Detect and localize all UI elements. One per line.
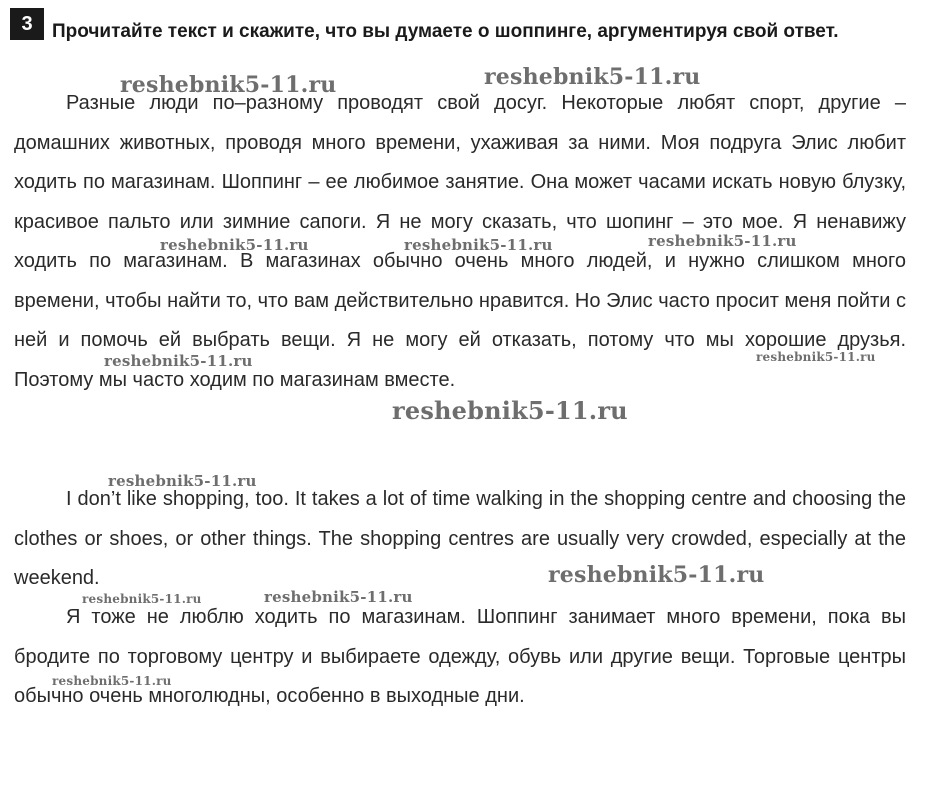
watermark: reshebnik5-11.ru — [160, 236, 309, 254]
watermark: reshebnik5-11.ru — [548, 562, 765, 588]
russian-paragraph-2 — [14, 598, 906, 717]
watermark: reshebnik5-11.ru — [392, 396, 628, 425]
task-number-badge: 3 — [10, 8, 44, 40]
watermark: reshebnik5-11.ru — [104, 352, 253, 370]
task-instruction: Прочитайте текст и скажите, что вы думаете о шоппинге, аргументируя свой ответ. — [52, 21, 839, 42]
paragraph-text: Я тоже не люблю ходить по магазинам. Шоппинг занимает много времени, пока вы бродите по торговому центру и выбираете одежду, обувь или другие вещи. Торговые центры обычно очень многолюдны, особенно в выходные дни. — [14, 606, 906, 707]
watermark: reshebnik5-11.ru — [484, 64, 701, 90]
watermark: reshebnik5-11.ru — [120, 72, 337, 98]
watermark: reshebnik5-11.ru — [648, 232, 797, 250]
watermark: reshebnik5-11.ru — [264, 588, 413, 606]
paragraph-text: Разные люди по–разному проводят свой досуг. Некоторые любят спорт, другие – домашних животных, проводя много времени, ухаживая за ними. Моя подруга Элис любит ходить по магазинам. Шоппинг – ее любимое занятие. Она может часами искать новую блузку, красивое пальто или зимние сапоги. Я не могу сказать, что шопинг – это мое. Я ненавижу ходить по магазинам. В магазинах обычно очень много людей, и нужно слишком много времени, чтобы найти то, что вам действительно нравится. Но Элис часто просит меня пойти с ней и помочь ей выбрать вещи. Я не могу ей отказать, потому что мы хорошие друзья. Поэтому мы часто ходим по магазинам вместе. — [14, 92, 906, 391]
watermark: reshebnik5-11.ru — [82, 592, 202, 606]
task-block — [10, 8, 916, 78]
english-paragraph — [14, 480, 906, 599]
russian-paragraph-1 — [14, 84, 906, 400]
watermark: reshebnik5-11.ru — [404, 236, 553, 254]
paragraph-text: I don’t like shopping, too. It takes a lot of time walking in the shopping centre and choosing the clothes or shoes, or other things. The shopping centres are usually very crowded, especially at the weekend. — [14, 488, 906, 589]
watermark: reshebnik5-11.ru — [756, 350, 876, 364]
task-header — [10, 8, 916, 78]
watermark: reshebnik5-11.ru — [108, 472, 257, 490]
watermark: reshebnik5-11.ru — [52, 674, 172, 688]
